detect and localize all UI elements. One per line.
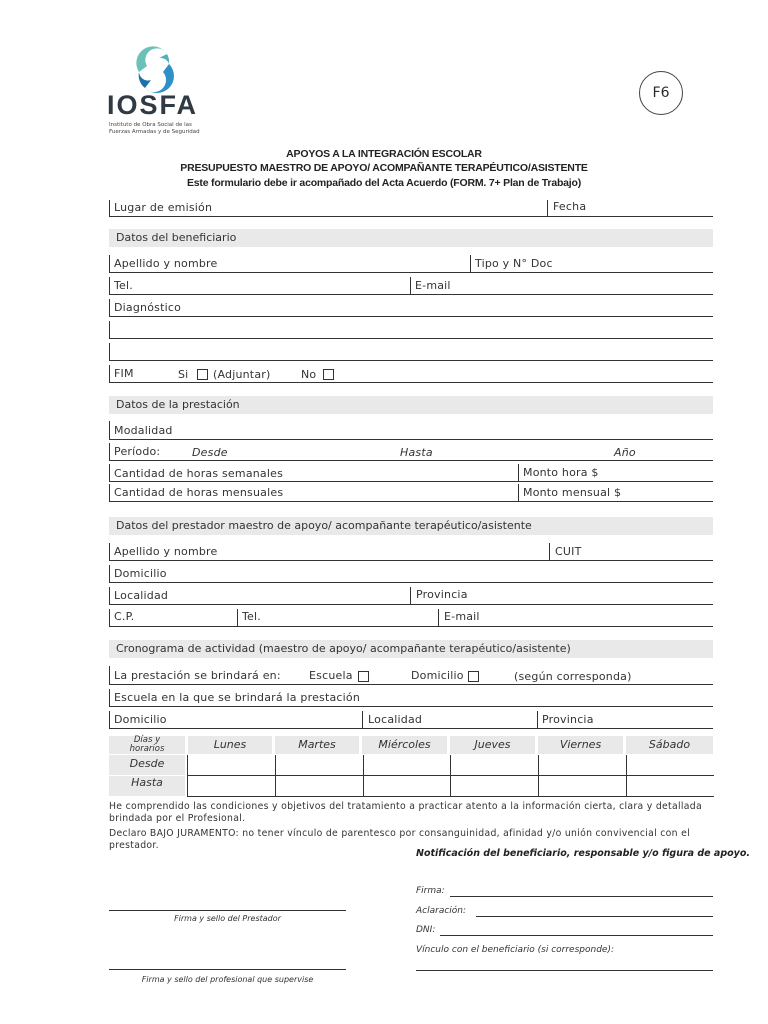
schedule-cell[interactable]: [187, 776, 275, 797]
title-line-1: APOYOS A LA INTEGRACIÓN ESCOLAR: [286, 148, 482, 160]
declaracion-2a: Declaro BAJO JURAMENTO: no tener vínculo de parentesco por consanguinidad, afinidad y/o unión convivencial con el: [109, 828, 690, 839]
brindara-domicilio-label: Domicilio: [411, 669, 464, 682]
fim-no-checkbox[interactable]: [323, 369, 334, 380]
declaracion-1a: He comprendido las condiciones y objetivos del tratamiento a practicar atento a la información cierta, clara y detallada: [109, 801, 702, 812]
title-line-3: Este formulario debe ir acompañado del Acta Acuerdo (FORM. 7+ Plan de Trabajo): [186, 177, 582, 189]
beneficiario-email-field[interactable]: E-mail: [415, 279, 451, 292]
schedule-row-desde: Desde: [109, 755, 185, 775]
diagnostico-field[interactable]: Diagnóstico: [114, 301, 182, 314]
notif-dni-label: DNI:: [416, 925, 436, 935]
schedule-corner: Días y horarios: [109, 736, 185, 754]
prestador-provincia-field[interactable]: Provincia: [416, 588, 468, 601]
schedule-row-hasta: Hasta: [109, 776, 185, 796]
monto-hora-field[interactable]: Monto hora $: [523, 466, 599, 479]
modalidad-field[interactable]: Modalidad: [114, 424, 173, 437]
schedule-cell[interactable]: [538, 755, 626, 776]
schedule-cell[interactable]: [626, 755, 714, 776]
fecha-field[interactable]: Fecha: [553, 200, 587, 213]
cronograma-header: Cronograma de actividad (maestro de apoyo/ acompañante terapéutico/asistente): [109, 640, 713, 658]
prestador-apellido-field[interactable]: Apellido y nombre: [114, 545, 218, 558]
fim-si-label: Si: [178, 368, 189, 381]
firma-prestador-label: Firma y sello del Prestador: [174, 914, 281, 923]
periodo-anio-field[interactable]: Año: [614, 446, 636, 459]
fim-si-checkbox[interactable]: [197, 369, 208, 380]
prestador-header: Datos del prestador maestro de apoyo/ acompañante terapéutico/asistente: [109, 517, 713, 535]
prestacion-header: Datos de la prestación: [109, 396, 713, 414]
horas-semanales-field[interactable]: Cantidad de horas semanales: [114, 467, 284, 480]
prestador-email-field[interactable]: E-mail: [444, 610, 480, 623]
fim-label: FIM: [114, 367, 134, 380]
schedule-cell[interactable]: [450, 755, 538, 776]
prestador-domicilio-field[interactable]: Domicilio: [114, 567, 167, 580]
logo-subtitle-2: Fuerzas Armadas y de Seguridad: [109, 129, 200, 135]
beneficiario-tipo-doc-field[interactable]: Tipo y N° Doc: [475, 257, 553, 270]
notificacion-title: Notificación del beneficiario, responsable y/o figura de apoyo.: [416, 848, 750, 859]
schedule-day-jueves: Jueves: [450, 736, 535, 754]
logo-subtitle-1: Instituto de Obra Social de las: [109, 122, 192, 128]
iosfa-logo-icon: [125, 42, 183, 94]
notif-firma-line[interactable]: [450, 896, 713, 897]
title-line-2: PRESUPUESTO MAESTRO DE APOYO/ ACOMPAÑANTE TERAPÉUTICO/ASISTENTE: [180, 162, 588, 174]
notif-vinculo-line[interactable]: [416, 970, 713, 971]
escuela-en-field[interactable]: Escuela en la que se brindará la prestación: [114, 691, 361, 704]
schedule-cell[interactable]: [275, 755, 363, 776]
firma-prestador-line[interactable]: [109, 910, 346, 911]
brindara-escuela-label: Escuela: [309, 669, 353, 682]
cronograma-domicilio-field[interactable]: Domicilio: [114, 713, 167, 726]
brindara-escuela-checkbox[interactable]: [358, 671, 369, 682]
schedule-day-miercoles: Miércoles: [362, 736, 447, 754]
schedule-day-sabado: Sábado: [626, 736, 713, 754]
schedule-cell[interactable]: [363, 776, 450, 797]
prestador-cuit-field[interactable]: CUIT: [555, 545, 582, 558]
schedule-cell[interactable]: [187, 755, 275, 776]
periodo-label: Período:: [114, 445, 161, 458]
notif-firma-label: Firma:: [416, 886, 445, 896]
schedule-cell[interactable]: [626, 776, 714, 797]
schedule-day-viernes: Viernes: [538, 736, 623, 754]
logo: [105, 40, 215, 140]
form-code: F6: [652, 85, 670, 101]
segun-corresponda-label: (según corresponda): [514, 670, 632, 683]
notif-vinculo-label: Vínculo con el beneficiario (si corresponde):: [416, 945, 614, 955]
beneficiario-header: Datos del beneficiario: [109, 229, 713, 247]
brindara-label: La prestación se brindará en:: [114, 669, 281, 682]
monto-mensual-field[interactable]: Monto mensual $: [523, 486, 622, 499]
declaracion-2b: prestador.: [109, 840, 159, 851]
logo-name: IOSFA: [107, 90, 199, 120]
schedule-cell[interactable]: [450, 776, 538, 797]
declaracion-1b: brindada por el Profesional.: [109, 813, 246, 824]
fim-adjuntar-label: (Adjuntar): [213, 368, 271, 381]
prestador-localidad-field[interactable]: Localidad: [114, 589, 169, 602]
notif-aclaracion-line[interactable]: [476, 916, 713, 917]
prestador-cp-field[interactable]: C.P.: [114, 610, 135, 623]
schedule-day-lunes: Lunes: [188, 736, 272, 754]
periodo-desde-field[interactable]: Desde: [192, 446, 228, 459]
lugar-emision-field[interactable]: Lugar de emisión: [114, 201, 213, 214]
notif-dni-line[interactable]: [440, 935, 713, 936]
schedule-cell[interactable]: [275, 776, 363, 797]
fim-no-label: No: [301, 368, 317, 381]
brindara-domicilio-checkbox[interactable]: [468, 671, 479, 682]
schedule-cell[interactable]: [363, 755, 450, 776]
periodo-hasta-field[interactable]: Hasta: [400, 446, 433, 459]
prestador-tel-field[interactable]: Tel.: [242, 610, 261, 623]
firma-profesional-line[interactable]: [109, 969, 346, 970]
form-code-badge: [639, 71, 683, 115]
horas-mensuales-field[interactable]: Cantidad de horas mensuales: [114, 486, 284, 499]
cronograma-localidad-field[interactable]: Localidad: [368, 713, 423, 726]
schedule-day-martes: Martes: [275, 736, 359, 754]
beneficiario-tel-field[interactable]: Tel.: [114, 279, 133, 292]
notif-aclaracion-label: Aclaración:: [416, 906, 467, 916]
beneficiario-apellido-field[interactable]: Apellido y nombre: [114, 257, 218, 270]
schedule-cell[interactable]: [538, 776, 626, 797]
firma-profesional-label: Firma y sello del profesional que supervise: [141, 975, 314, 984]
cronograma-provincia-field[interactable]: Provincia: [542, 713, 594, 726]
